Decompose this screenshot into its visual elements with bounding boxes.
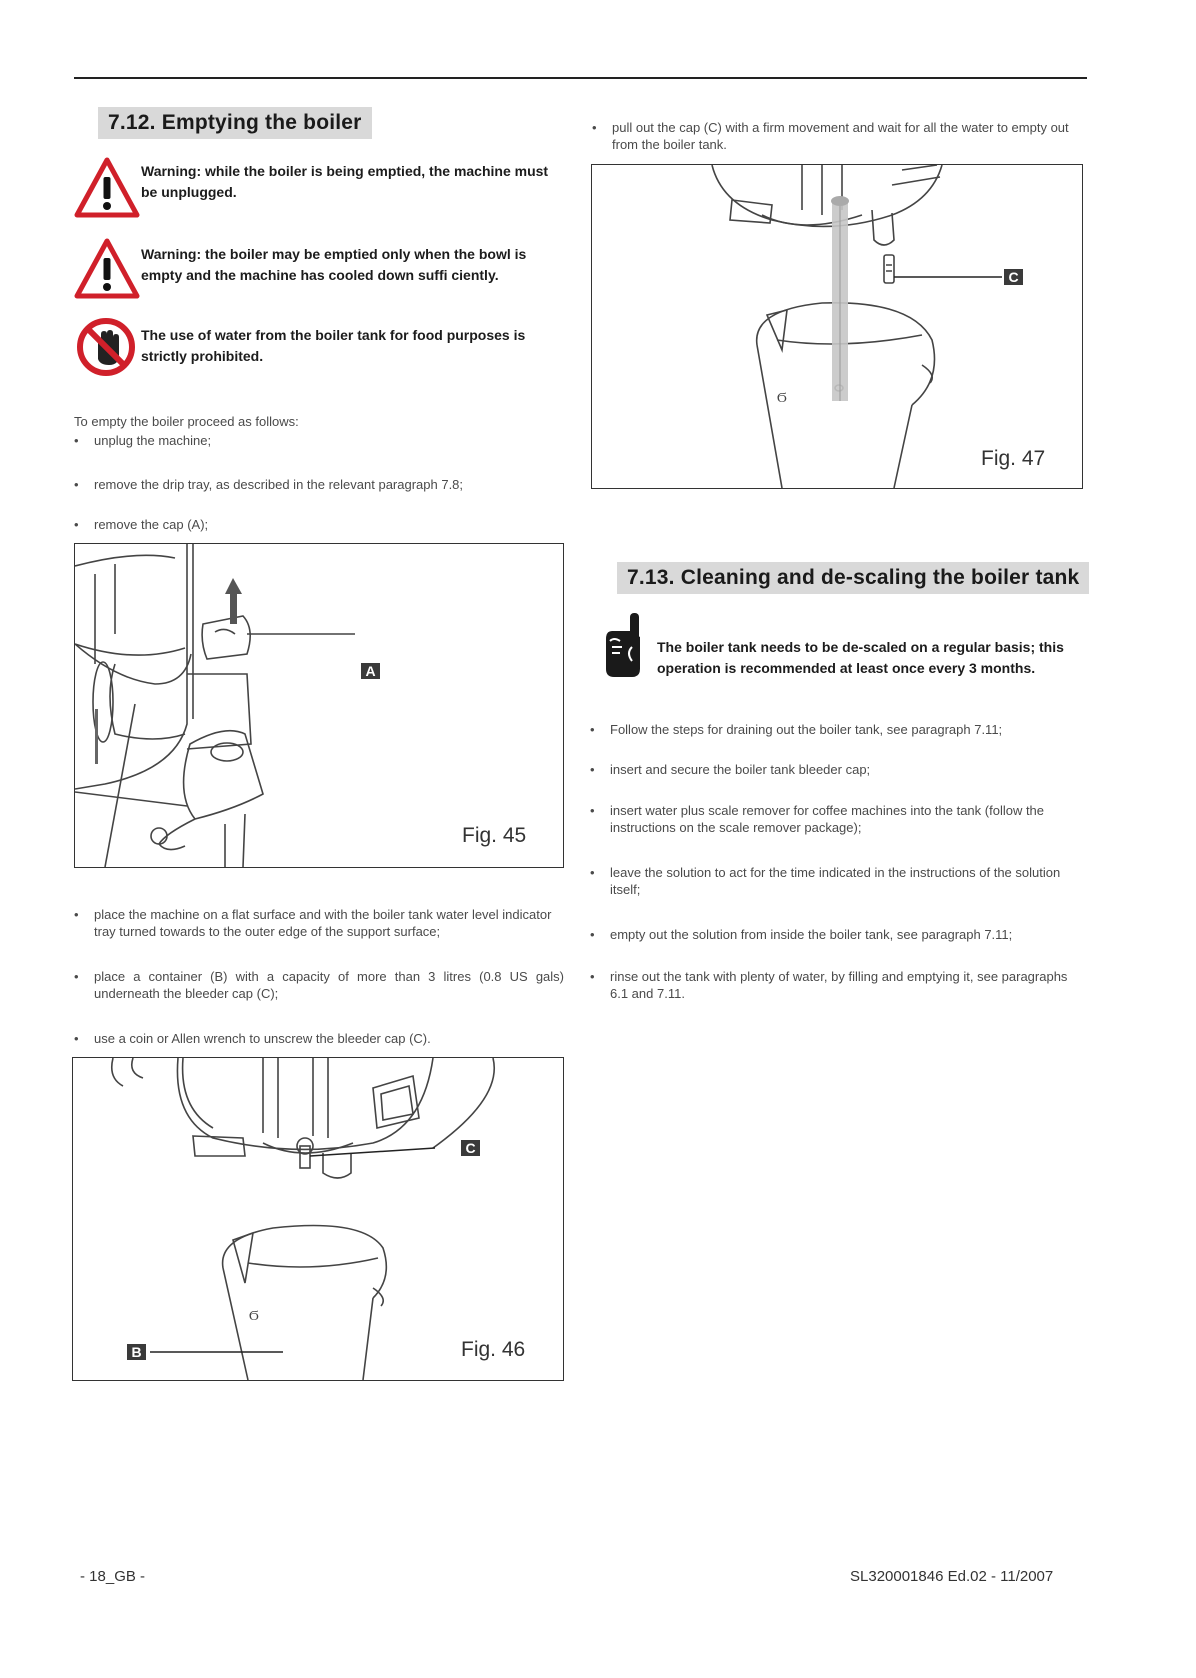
callout-c: C (461, 1140, 480, 1156)
svg-text:Ϭ: Ϭ (777, 391, 787, 406)
list-item: • remove the cap (A); (74, 517, 209, 532)
warning-triangle-icon (74, 157, 140, 219)
pointing-hand-icon (604, 613, 644, 679)
section-title-712: 7.12. Emptying the boiler (98, 107, 372, 139)
header-rule (74, 77, 1087, 79)
list-item: • insert and secure the boiler tank bleeder cap; (590, 762, 871, 777)
step-text: Follow the steps for draining out the boiler tank, see paragraph 7.11; (610, 722, 1003, 737)
step-text: pull out the cap (C) with a firm movement and wait for all the water to empty out from the boiler tank. (612, 120, 1069, 152)
step-text: insert and secure the boiler tank bleeder cap; (610, 762, 871, 777)
list-item: • remove the drip tray, as described in the relevant paragraph 7.8; (74, 477, 464, 492)
callout-b: B (127, 1344, 146, 1360)
list-item: • Follow the steps for draining out the boiler tank, see paragraph 7.11; (590, 722, 1003, 737)
figure-45 (74, 543, 564, 868)
step-text: place the machine on a flat surface and with the boiler tank water level indicator tray turned towards to the outer edge of the support surface; (94, 907, 552, 939)
warning-unplug-text: Warning: while the boiler is being emptied, the machine must be unplugged. (141, 163, 549, 200)
list-item: • empty out the solution from inside the boiler tank, see paragraph 7.11; (590, 927, 1013, 942)
list-item: • pull out the cap (C) with a firm movement and wait for all the water to empty out from the boiler tank. (592, 120, 1069, 152)
note-text: The boiler tank needs to be de-scaled on a regular basis; this operation is recommended at least once every 3 months. (657, 639, 1064, 676)
list-item: • rinse out the tank with plenty of water, by filling and emptying it, see paragraphs 6.1 and 7.11. (590, 969, 1068, 1001)
step-text: place a container (B) with a capacity of more than 3 litres (0.8 US gals) underneath the bleeder cap (C); (94, 969, 564, 1001)
figure-47 (591, 164, 1083, 489)
section-title-713: 7.13. Cleaning and de-scaling the boiler tank (617, 562, 1089, 594)
list-item: • place the machine on a flat surface and with the boiler tank water level indicator tray turned towards to the outer edge of the support surface; (74, 907, 552, 939)
list-item: • place a container (B) with a capacity of more than 3 litres (0.8 US gals) underneath the bleeder cap (C); (74, 969, 564, 1001)
no-hand-icon (76, 317, 136, 377)
figure-label: Fig. 46 (461, 1338, 526, 1361)
figure-label: Fig. 47 (981, 447, 1046, 470)
list-item: • unplug the machine; (74, 433, 212, 448)
prohibition-text: The use of water from the boiler tank for food purposes is strictly prohibited. (141, 327, 526, 364)
callout-a: A (361, 663, 380, 679)
step-text: remove the cap (A); (94, 517, 209, 532)
figure-47-drawing (592, 165, 1082, 488)
list-item: • use a coin or Allen wrench to unscrew the bleeder cap (C). (74, 1031, 431, 1046)
step-text: remove the drip tray, as described in the relevant paragraph 7.8; (94, 477, 464, 492)
step-text: leave the solution to act for the time indicated in the instructions of the solution itself; (610, 865, 1061, 897)
step-text: unplug the machine; (94, 433, 212, 448)
document-code: SL320001846 Ed.02 - 11/2007 (850, 1568, 1054, 1585)
figure-46 (72, 1057, 564, 1381)
list-item: • insert water plus scale remover for coffee machines into the tank (follow the instructions on the scale remover package); (590, 803, 1045, 835)
intro-text: To empty the boiler proceed as follows: (74, 414, 299, 429)
warning-triangle-icon (74, 238, 140, 300)
step-text: empty out the solution from inside the boiler tank, see paragraph 7.11; (610, 927, 1013, 942)
page-number: - 18_GB - (80, 1568, 146, 1585)
figure-label: Fig. 45 (462, 824, 527, 847)
step-text: insert water plus scale remover for coffee machines into the tank (follow the instructions on the scale remover package); (610, 803, 1045, 835)
warning-cooled-text: Warning: the boiler may be emptied only when the bowl is empty and the machine has cooled down suffi ciently. (141, 246, 527, 283)
figure-45-drawing (75, 544, 563, 867)
callout-c: C (1004, 269, 1023, 285)
list-item: • leave the solution to act for the time indicated in the instructions of the solution itself; (590, 865, 1061, 897)
step-text: use a coin or Allen wrench to unscrew the bleeder cap (C). (94, 1031, 431, 1046)
step-text: rinse out the tank with plenty of water, by filling and emptying it, see paragraphs 6.1 and 7.11. (610, 969, 1068, 1001)
figure-46-drawing (73, 1058, 563, 1380)
svg-text:Ϭ: Ϭ (249, 1309, 259, 1324)
